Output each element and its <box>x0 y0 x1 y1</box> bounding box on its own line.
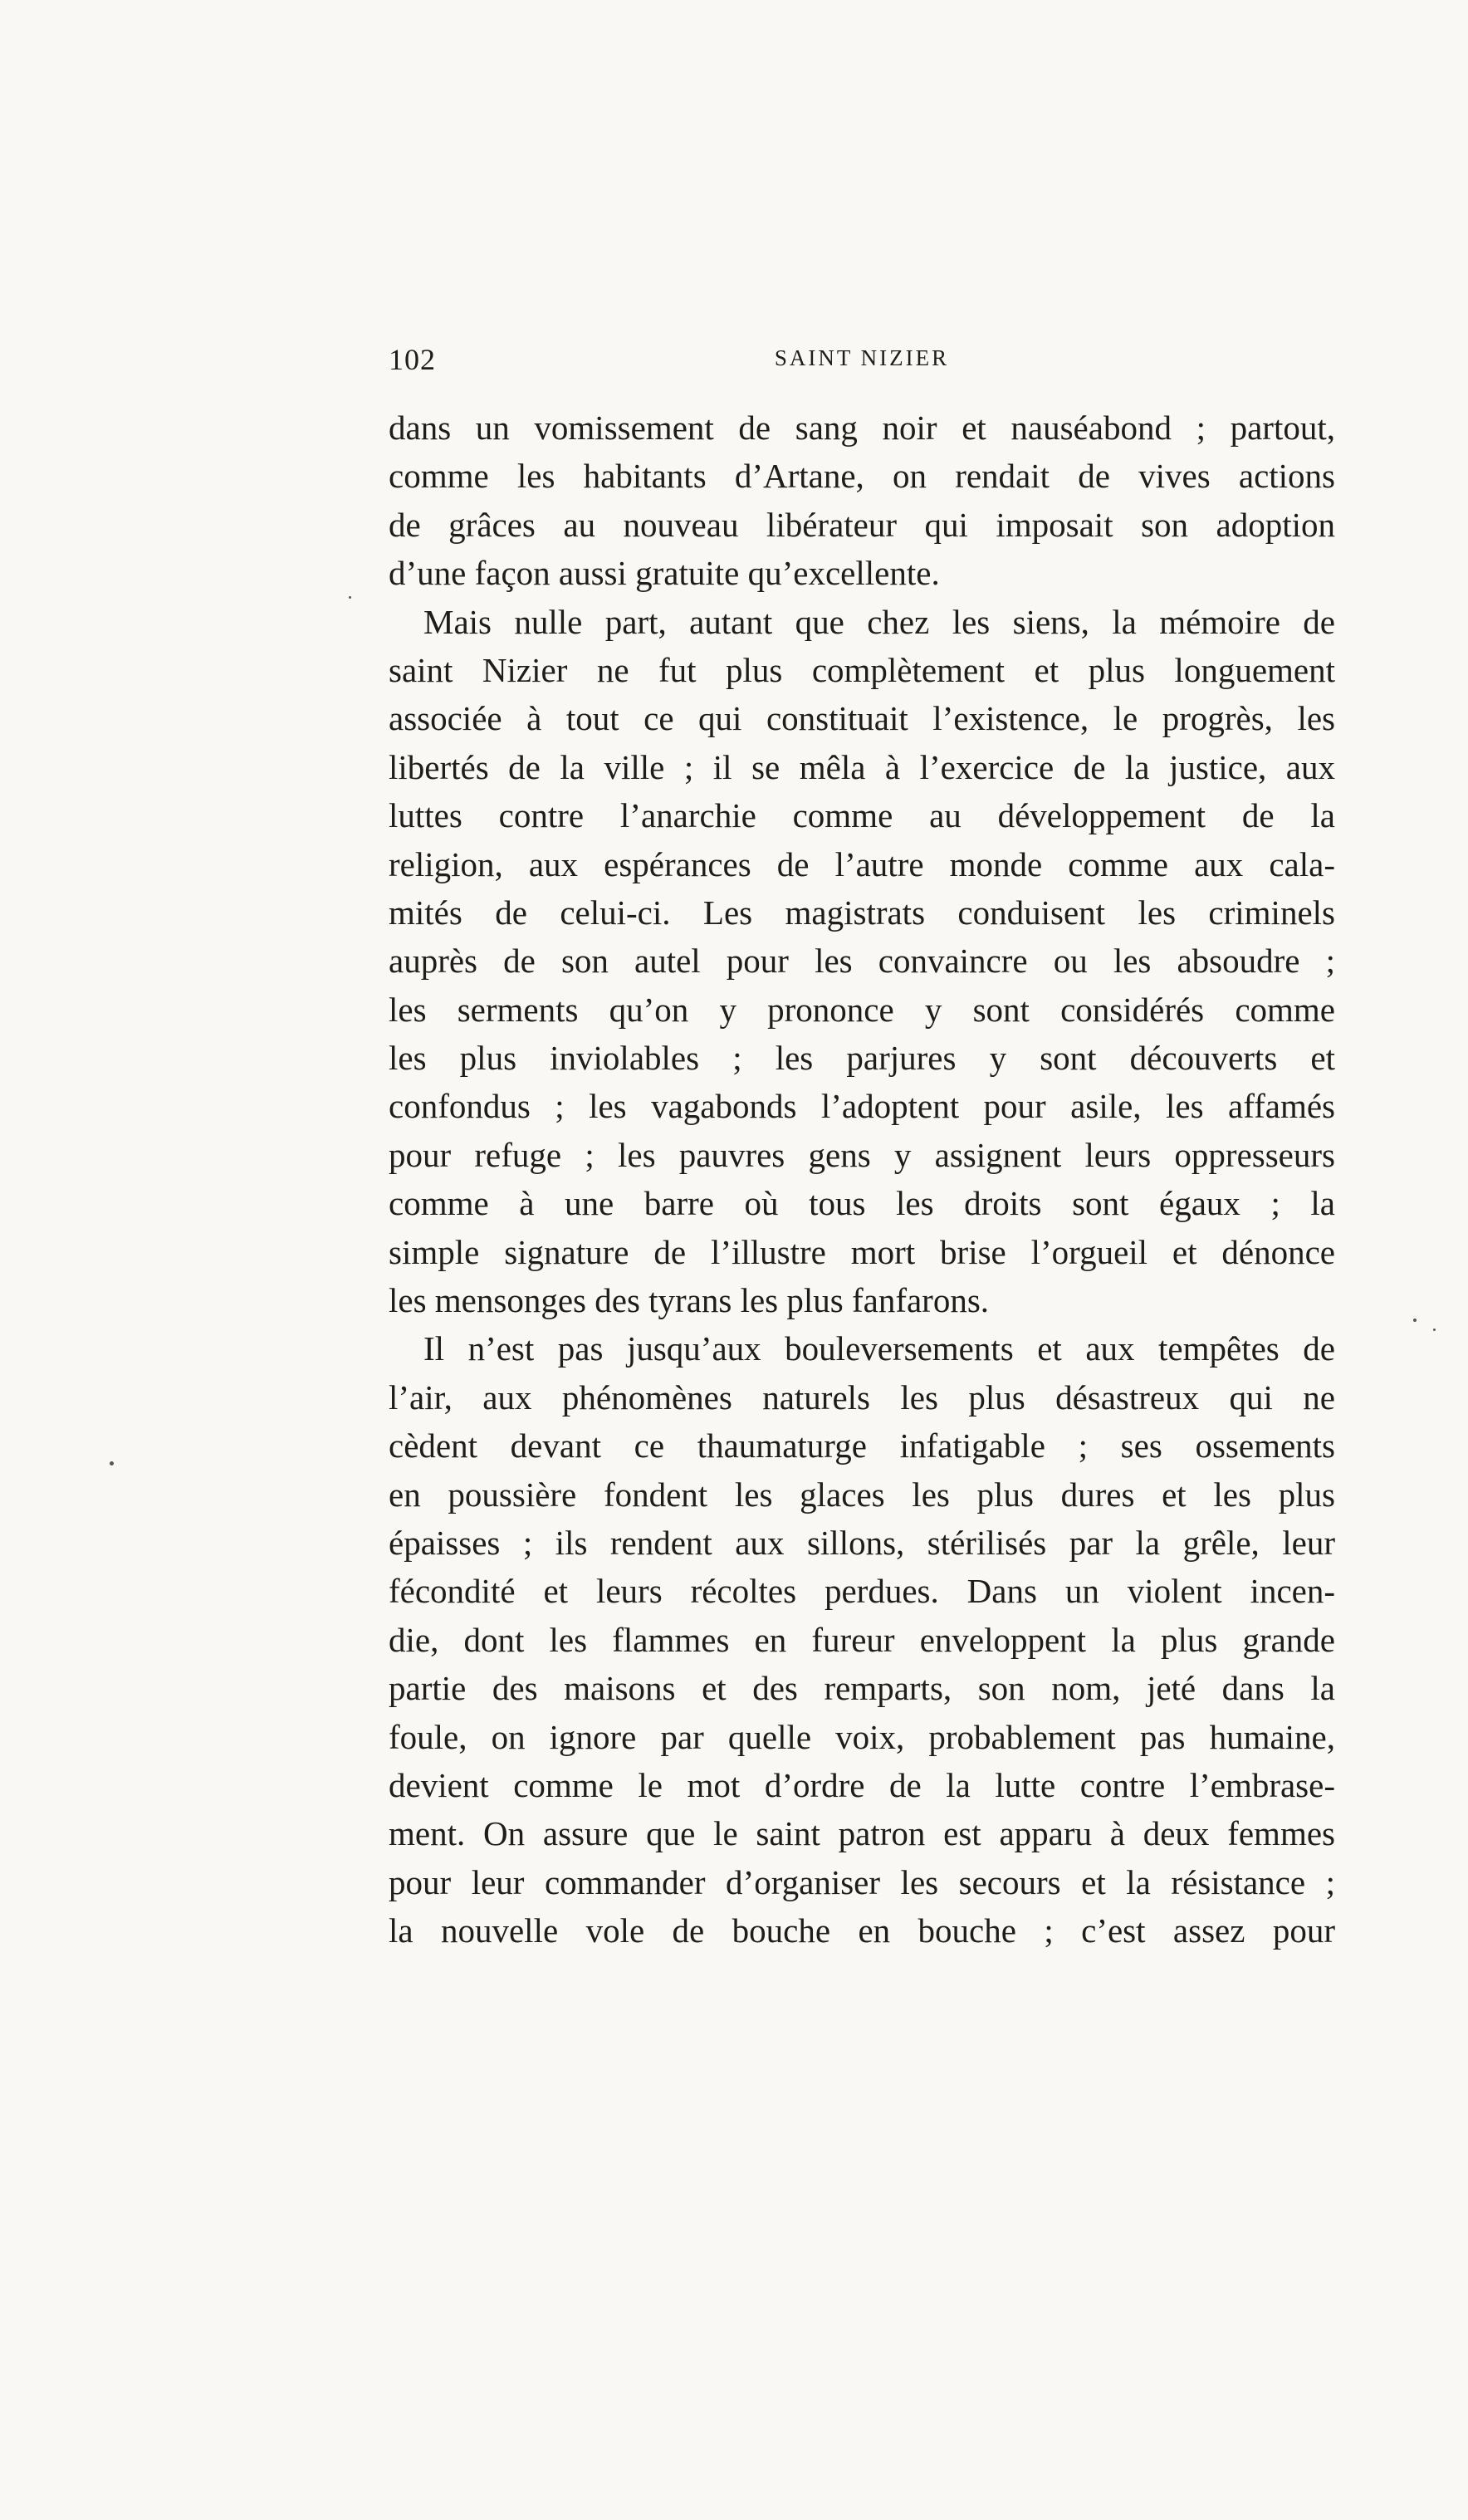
text-line: partie des maisons et des remparts, son nom, jeté dans la <box>389 1669 1335 1708</box>
text-line: simple signature de l’illustre mort brise l’orgueil et dénonce <box>389 1232 1335 1271</box>
text-line: foule, on ignore par quelle voix, probablement pas humaine, <box>389 1717 1335 1756</box>
text-line: devient comme le mot d’ordre de la lutte contre l’embrase- <box>389 1765 1335 1804</box>
text-line: ment. On assure que le saint patron est apparu à deux femmes <box>389 1814 1335 1853</box>
text-line: auprès de son autel pour les convaincre ou les absoudre ; <box>389 942 1335 981</box>
text-line: d’une façon aussi gratuite qu’excellente. <box>389 554 940 593</box>
text-line: die, dont les flammes en fureur enveloppent la plus grande <box>389 1620 1335 1659</box>
text-line: religion, aux espérances de l’autre monde comme aux cala- <box>389 844 1335 883</box>
text-line: en poussière fondent les glaces les plus dures et les plus <box>389 1475 1335 1514</box>
text-line: fécondité et leurs récoltes perdues. Dans un violent incen- <box>389 1572 1335 1611</box>
body-text <box>389 404 1335 1955</box>
text-line: luttes contre l’anarchie comme au développement de la <box>389 796 1335 835</box>
text-line: pour leur commander d’organiser les secours et la résistance ; <box>389 1862 1335 1901</box>
text-line: saint Nizier ne fut plus complètement et plus longuement <box>389 650 1335 689</box>
text-line: comme les habitants d’Artane, on rendait de vives actions <box>389 457 1335 496</box>
text-line: épaisses ; ils rendent aux sillons, stérilisés par la grêle, leur <box>389 1523 1335 1562</box>
text-line: dans un vomissement de sang noir et nauséabond ; partout, <box>389 409 1335 447</box>
text-line: les mensonges des tyrans les plus fanfarons. <box>389 1281 990 1320</box>
text-line: de grâces au nouveau libérateur qui imposait son adoption <box>389 505 1335 544</box>
text-line: pour refuge ; les pauvres gens y assignent leurs oppresseurs <box>389 1135 1335 1174</box>
page-number: 102 <box>389 343 436 376</box>
text-line: comme à une barre où tous les droits sont égaux ; la <box>389 1184 1335 1223</box>
text-line: les serments qu’on y prononce y sont considérés comme <box>389 990 1335 1029</box>
text-line: cèdent devant ce thaumaturge infatigable ; ses ossements <box>389 1426 1335 1466</box>
text-line: mités de celui-ci. Les magistrats conduisent les criminels <box>389 893 1335 932</box>
text-line: Mais nulle part, autant que chez les siens, la mémoire de <box>423 602 1335 641</box>
text-line: confondus ; les vagabonds l’adoptent pour asile, les affamés <box>389 1087 1335 1126</box>
print-speck <box>110 1461 114 1466</box>
text-line: l’air, aux phénomènes naturels les plus désastreux qui ne <box>389 1377 1335 1417</box>
text-line: Il n’est pas jusqu’aux bouleversements et aux tempêtes de <box>423 1329 1335 1368</box>
running-title: SAINT NIZIER <box>774 345 950 370</box>
text-line: associée à tout ce qui constituait l’existence, le progrès, les <box>389 699 1335 738</box>
text-line: les plus inviolables ; les parjures y sont découverts et <box>389 1039 1335 1078</box>
running-head <box>389 342 1335 384</box>
text-line: libertés de la ville ; il se mêla à l’exercice de la justice, aux <box>389 747 1335 786</box>
print-speck <box>1413 1319 1417 1322</box>
print-speck <box>349 596 351 599</box>
text-line: la nouvelle vole de bouche en bouche ; c’est assez pour <box>389 1911 1335 1950</box>
print-speck <box>1433 1329 1436 1331</box>
